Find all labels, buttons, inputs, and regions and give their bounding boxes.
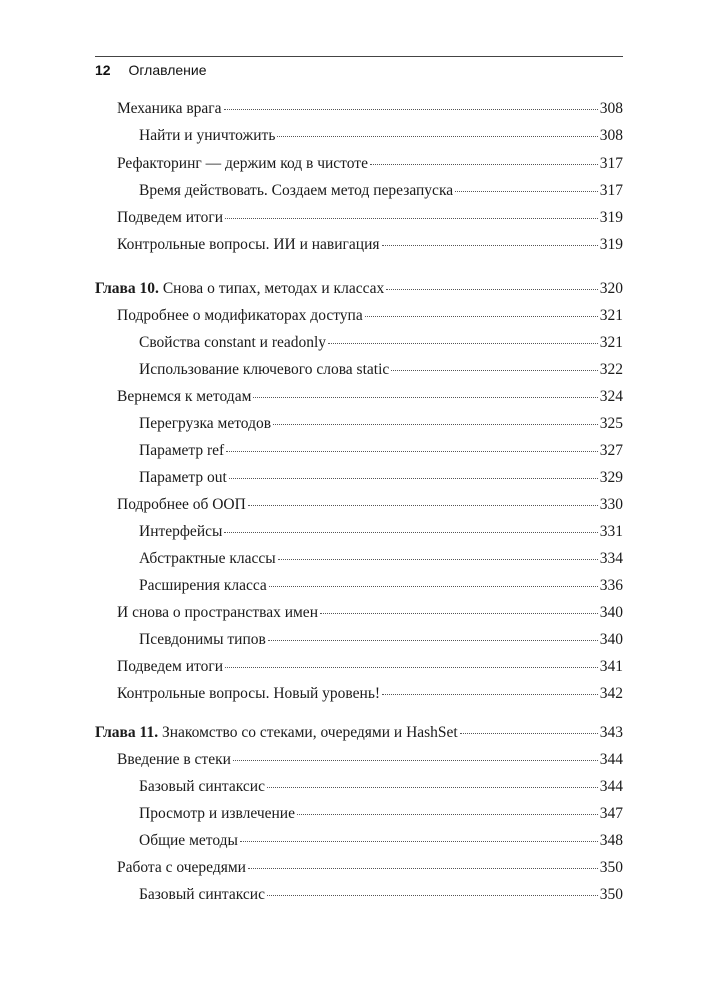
dot-leader — [224, 526, 597, 533]
toc-page-number: 308 — [599, 127, 623, 144]
toc-entry-text: Свойства constant и readonly — [139, 334, 327, 351]
toc-entry — [117, 305, 623, 327]
toc-entry — [139, 467, 623, 489]
toc-page-number: 344 — [599, 751, 623, 768]
toc-entry — [139, 521, 623, 543]
toc-entry-title — [117, 656, 223, 678]
toc-entry — [139, 413, 623, 435]
toc-page-number: 340 — [599, 604, 623, 621]
dot-leader — [225, 661, 598, 668]
toc-entry — [117, 683, 623, 705]
dot-leader — [460, 727, 598, 734]
toc-page-number: 343 — [599, 724, 623, 741]
toc-entry-text: Параметр out — [139, 469, 227, 486]
toc-page-number: 330 — [599, 496, 623, 513]
toc-page-number: 308 — [599, 100, 623, 117]
toc-entry — [139, 125, 623, 147]
dot-leader — [320, 607, 598, 614]
toc-entry — [117, 656, 623, 678]
toc-entry — [117, 207, 623, 229]
dot-leader — [277, 130, 597, 137]
dot-leader — [391, 364, 597, 371]
toc-entry-title — [95, 278, 384, 300]
toc-entry-text: Подведем итоги — [117, 209, 224, 226]
toc-entry-title — [139, 548, 276, 570]
toc-page-number: 322 — [599, 361, 623, 378]
toc-page-number: 327 — [599, 442, 623, 459]
toc-entry-title — [95, 722, 458, 744]
toc-page-number: 350 — [599, 859, 623, 876]
toc-entry — [139, 332, 623, 354]
toc-entry-title — [139, 440, 224, 462]
toc-entry-text: Абстрактные классы — [139, 550, 276, 567]
toc-entry-title — [117, 749, 231, 771]
toc-entry-title — [139, 359, 389, 381]
toc-entry — [139, 830, 623, 852]
toc-entry — [139, 629, 623, 651]
toc-entry-text: Базовый синтаксис — [139, 778, 265, 795]
toc-entry — [117, 386, 623, 408]
toc-entry-title — [117, 602, 318, 624]
toc-entry-title — [139, 830, 238, 852]
toc-entry-text: Просмотр и извлечение — [139, 805, 295, 822]
running-header-title: Оглавление — [128, 62, 207, 78]
toc-entry-title — [139, 125, 275, 147]
toc-entry-text: Контрольные вопросы. ИИ и навигация — [117, 236, 380, 253]
toc-entry-title — [139, 467, 227, 489]
dot-leader — [248, 499, 598, 506]
toc-page-number: 321 — [599, 334, 623, 351]
toc-entry-title — [117, 857, 246, 879]
toc-page-number: 340 — [599, 631, 623, 648]
toc-entry-title — [117, 98, 222, 120]
dot-leader — [225, 212, 598, 219]
toc-entry — [117, 234, 623, 256]
toc-page-number: 329 — [599, 469, 623, 486]
toc-entry-text: Интерфейсы — [139, 523, 223, 540]
toc-entry-title — [139, 776, 265, 798]
toc-entry-text: Базовый синтаксис — [139, 886, 265, 903]
toc-entry-title — [139, 180, 453, 202]
toc-page-number: 334 — [599, 550, 623, 567]
chapter-label: Глава 10. — [95, 280, 159, 297]
toc-entry — [117, 494, 623, 516]
dot-leader — [268, 634, 598, 641]
toc-entry-text: Общие методы — [139, 832, 238, 849]
dot-leader — [382, 239, 598, 246]
toc-page-number: 348 — [599, 832, 623, 849]
dot-leader — [273, 418, 598, 425]
toc-entry-title — [117, 207, 223, 229]
toc-entry-title — [117, 494, 246, 516]
toc-entry-title — [139, 413, 271, 435]
toc-page-number: 320 — [599, 280, 623, 297]
toc-entry-text: Использование ключевого слова static — [139, 361, 390, 378]
toc-entry — [139, 575, 623, 597]
toc-page-number: 317 — [599, 155, 623, 172]
toc-entry-title — [139, 332, 326, 354]
toc-entry-title — [139, 521, 222, 543]
dot-leader — [253, 391, 597, 398]
toc-entry-title — [117, 305, 363, 327]
toc-entry — [117, 153, 623, 175]
dot-leader — [267, 889, 598, 896]
toc-entry-title — [117, 153, 368, 175]
toc-entry-text: Подробнее о модификаторах доступа — [117, 307, 363, 324]
toc-page-number: 317 — [599, 182, 623, 199]
header-rule — [95, 56, 623, 57]
toc-entry-title — [117, 683, 380, 705]
dot-leader — [267, 781, 598, 788]
toc-page-number: 342 — [599, 685, 623, 702]
toc-page-number: 321 — [599, 307, 623, 324]
toc-entry — [139, 180, 623, 202]
toc-chapter-entry — [95, 722, 623, 744]
dot-leader — [248, 862, 598, 869]
toc-entry-text: Время действовать. Создаем метод перезапуска — [139, 182, 454, 199]
toc-entry — [117, 602, 623, 624]
toc-page-number: 324 — [599, 388, 623, 405]
dot-leader — [455, 185, 598, 192]
toc-entry-text: Перегрузка методов — [139, 415, 272, 432]
toc-page-number: 341 — [599, 658, 623, 675]
toc-entry-title — [117, 234, 380, 256]
toc-entry-text: Контрольные вопросы. Новый уровень! — [117, 685, 381, 702]
dot-leader — [278, 553, 598, 560]
toc-page-number: 331 — [599, 523, 623, 540]
toc-entry-title — [139, 629, 266, 651]
toc-entry-title — [139, 884, 265, 906]
toc-entry-text: Псевдонимы типов — [139, 631, 266, 648]
toc-entry-title — [139, 803, 295, 825]
toc-entry — [117, 857, 623, 879]
toc-page-number: 344 — [599, 778, 623, 795]
toc-page-number: 347 — [599, 805, 623, 822]
toc-page-number: 325 — [599, 415, 623, 432]
toc-entry-text: Введение в стеки — [117, 751, 231, 768]
dot-leader — [382, 688, 598, 695]
toc-entry — [139, 884, 623, 906]
running-header — [95, 60, 207, 80]
toc-page-number: 336 — [599, 577, 623, 594]
toc-entry-text: Знакомство со стеками, очередями и HashSet — [158, 724, 458, 741]
toc-entry-text: Снова о типах, методах и классах — [158, 280, 385, 297]
dot-leader — [328, 337, 598, 344]
toc-page-number: 319 — [599, 236, 623, 253]
toc-entry-title — [139, 575, 267, 597]
dot-leader — [365, 310, 598, 317]
toc-entry-text: Параметр ref — [139, 442, 225, 459]
toc-entry — [139, 359, 623, 381]
dot-leader — [229, 472, 598, 479]
toc-entry-text: Работа с очередями — [117, 859, 246, 876]
dot-leader — [297, 808, 598, 815]
toc-entry-text: Вернемся к методам — [117, 388, 252, 405]
dot-leader — [226, 445, 598, 452]
dot-leader — [233, 754, 598, 761]
toc-entry-text: Подробнее об ООП — [117, 496, 246, 513]
dot-leader — [269, 580, 598, 587]
toc-entry — [139, 803, 623, 825]
toc-page-number: 319 — [599, 209, 623, 226]
toc-entry-title — [117, 386, 251, 408]
page-number: 12 — [95, 62, 111, 78]
dot-leader — [224, 103, 598, 110]
toc-entry — [117, 98, 623, 120]
dot-leader — [386, 283, 597, 290]
dot-leader — [370, 158, 598, 165]
toc-page-number: 350 — [599, 886, 623, 903]
toc-entry-text: Подведем итоги — [117, 658, 224, 675]
toc-entry-text: Расширения класса — [139, 577, 267, 594]
toc-entry — [139, 548, 623, 570]
toc-entry — [139, 440, 623, 462]
toc-chapter-entry — [95, 278, 623, 300]
toc-entry-text: Найти и уничтожить — [139, 127, 276, 144]
dot-leader — [240, 835, 598, 842]
toc-entry-text: Рефакторинг — держим код в чистоте — [117, 155, 368, 172]
toc-entry-text: И снова о пространствах имен — [117, 604, 318, 621]
chapter-label: Глава 11. — [95, 724, 159, 741]
toc-entry-text: Механика врага — [117, 100, 222, 117]
toc-entry — [139, 776, 623, 798]
toc-entry — [117, 749, 623, 771]
